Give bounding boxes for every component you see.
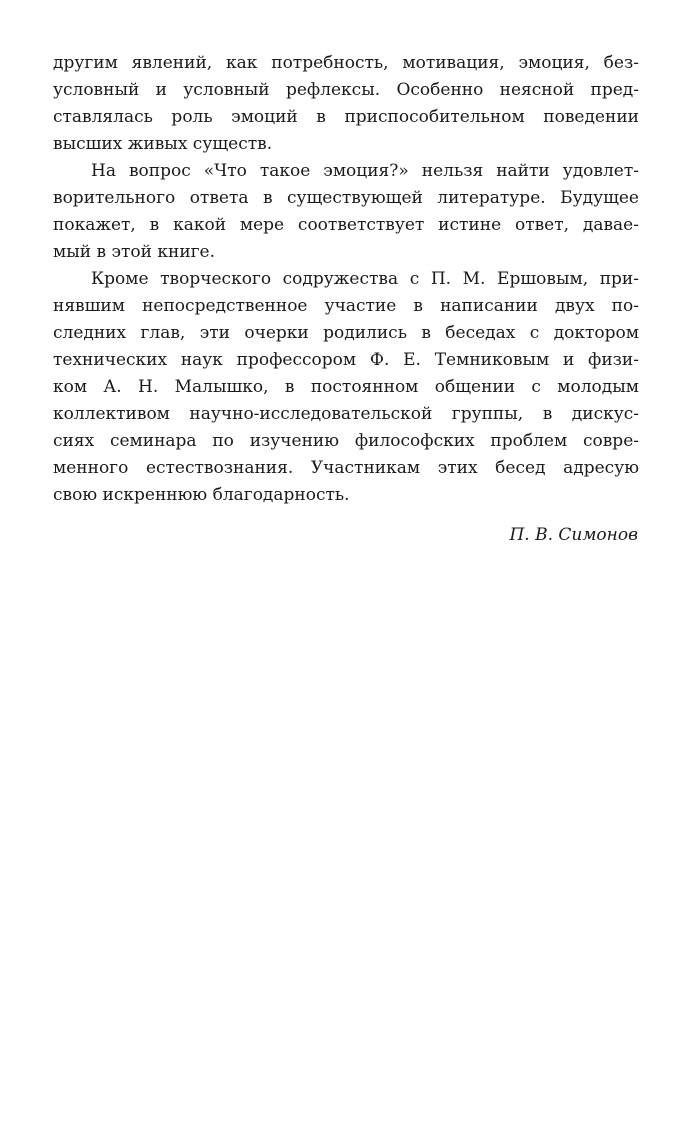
text-line: условный и условный рефлексы. Особенно неясной пред- (53, 80, 639, 100)
text-line: технических наук профессором Ф. Е. Темниковым и физи- (53, 350, 639, 370)
text-line: ком А. Н. Малышко, в постоянном общении с молодым (53, 377, 639, 397)
text-line: Кроме творческого содружества с П. М. Ершовым, при- (91, 269, 639, 289)
text-line: На вопрос «Что такое эмоция?» нельзя найти удовлет- (91, 161, 639, 181)
text-line: ставлялась роль эмоций в приспособительном поведении (53, 107, 639, 127)
text-line: другим явлений, как потребность, мотивация, эмоция, без- (53, 53, 639, 73)
text-line: следних глав, эти очерки родились в беседах с доктором (53, 323, 639, 343)
text-line: коллективом научно-исследовательской группы, в дискус- (53, 404, 639, 424)
text-line: свою искреннюю благодарность. (53, 485, 350, 505)
text-line: высших живых существ. (53, 134, 273, 154)
body-text (53, 50, 639, 509)
text-line: мый в этой книге. (53, 242, 216, 262)
text-line: нявшим непосредственное участие в написании двух по- (53, 296, 639, 316)
text-line: сиях семинара по изучению философских проблем совре- (53, 431, 639, 451)
author-signature: П. В. Симонов (509, 525, 638, 545)
text-line: ворительного ответа в существующей литературе. Будущее (53, 188, 639, 208)
text-line: менного естествознания. Участникам этих бесед адресую (53, 458, 639, 478)
text-line: покажет, в какой мере соответствует истине ответ, давае- (53, 215, 639, 235)
